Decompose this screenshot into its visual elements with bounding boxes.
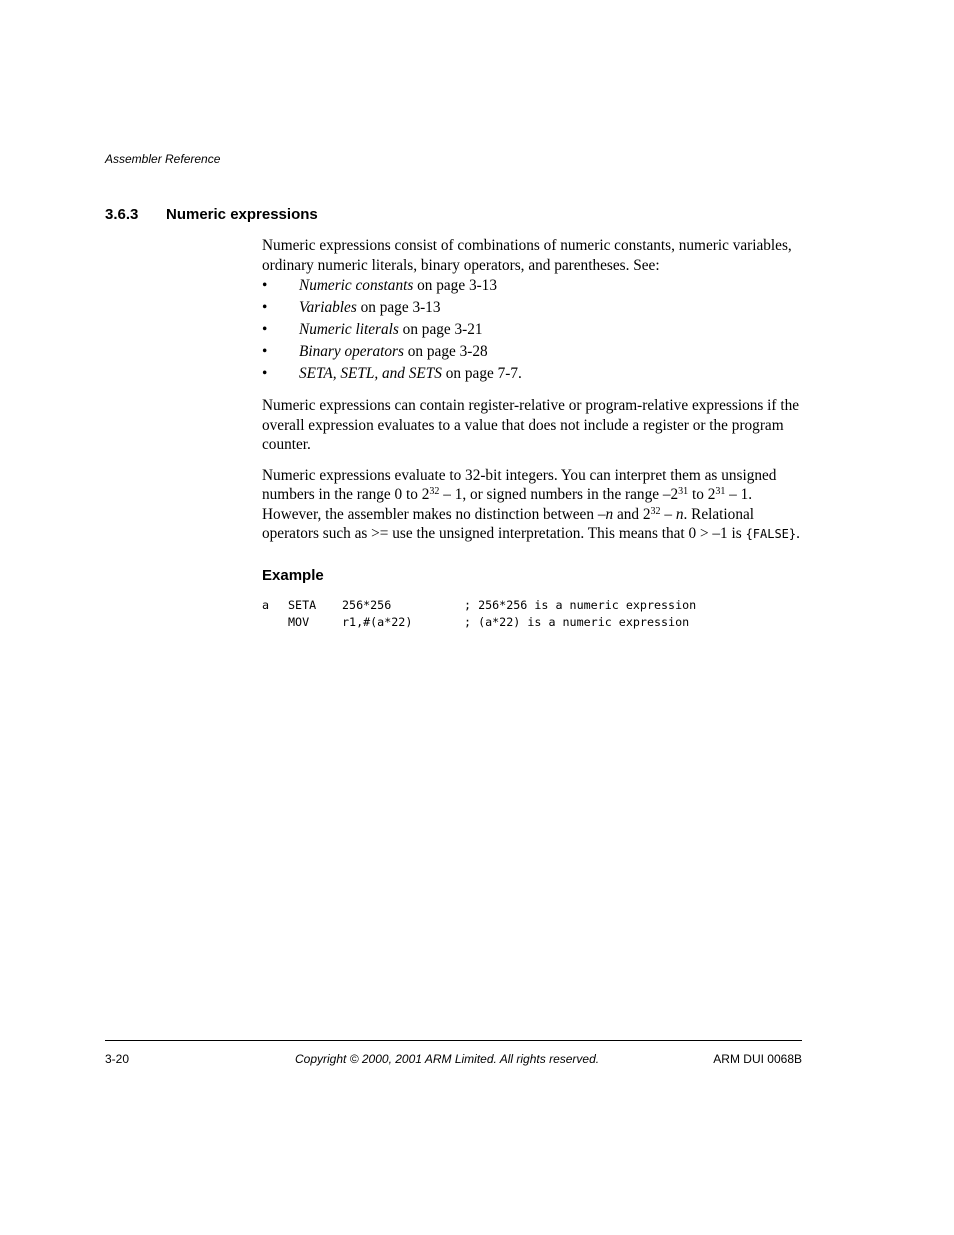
page-reference: on page 7-7.	[441, 365, 522, 382]
superscript: 31	[678, 486, 689, 497]
code-line	[262, 598, 697, 615]
italic-variable: n	[605, 505, 614, 523]
intro-paragraph: Numeric expressions consist of combinations of numeric constants, numeric variables, ordinary numeric literals, binary operators, and parentheses. See:	[262, 237, 792, 274]
document-id: ARM DUI 0068B	[713, 1052, 802, 1066]
cross-reference-link[interactable]: Variables	[299, 299, 357, 316]
code-comment: ; 256*256 is a numeric expression	[464, 598, 697, 612]
section-body	[262, 236, 807, 545]
code-label: a	[262, 598, 270, 612]
text-run: to 2	[688, 486, 716, 503]
cross-reference-link[interactable]: Binary operators	[299, 343, 404, 360]
superscript: 32	[650, 505, 661, 517]
list-item	[262, 341, 807, 363]
cross-reference-link[interactable]: SETA, SETL, and SETS	[299, 365, 442, 382]
text-run: and 2	[613, 505, 651, 523]
code-line	[262, 615, 690, 632]
code-directive: MOV	[288, 615, 310, 629]
copyright-notice: Copyright © 2000, 2001 ARM Limited. All rights reserved.	[295, 1052, 600, 1066]
see-also-list	[262, 275, 807, 385]
cross-reference-link[interactable]: Numeric constants	[299, 277, 414, 294]
list-item	[262, 363, 807, 385]
code-comment: ; (a*22) is a numeric expression	[464, 615, 690, 629]
bullet: •	[262, 343, 268, 360]
text-run: – 1. However, the assembler makes no distinction between –	[262, 486, 753, 523]
text-run: – 1, or signed numbers in the range –2	[439, 486, 679, 503]
text-run: . Relational operators such as >= use the unsigned interpretation. This means that 0 > –1 is	[262, 505, 755, 542]
example-heading: Example	[262, 567, 324, 584]
superscript: 32	[429, 486, 440, 497]
cross-reference-link[interactable]: Numeric literals	[299, 321, 399, 338]
list-item	[262, 275, 807, 297]
section-number: 3.6.3	[105, 206, 139, 223]
section-heading	[105, 206, 318, 223]
page-reference: on page 3-13	[356, 299, 441, 316]
code-operand: r1,#(a*22)	[342, 615, 413, 629]
page-number: 3-20	[105, 1052, 130, 1066]
list-item	[262, 319, 807, 341]
page-reference: on page 3-21	[398, 321, 483, 338]
code-example	[262, 598, 697, 632]
list-item	[262, 297, 807, 319]
text-run: .	[796, 525, 800, 542]
text-run: Numeric expressions evaluate to 32-bit integers. You can interpret them as unsigned numbers in the range 0 to 2	[262, 466, 777, 503]
footer-divider	[105, 1040, 802, 1041]
bullet: •	[262, 299, 268, 316]
relative-expressions-paragraph: Numeric expressions can contain register-relative or program-relative expressions if the overall expression evaluates to a value that does not include a register or the program counter.	[262, 397, 800, 453]
integer-range-paragraph	[262, 466, 807, 545]
section-title: Numeric expressions	[166, 206, 318, 223]
running-header: Assembler Reference	[105, 152, 221, 166]
page-reference: on page 3-13	[413, 277, 497, 294]
bullet: •	[262, 321, 268, 338]
text-run: –	[660, 505, 676, 523]
code-directive: SETA	[288, 598, 317, 612]
bullet: •	[262, 365, 268, 382]
page-reference: on page 3-28	[403, 343, 488, 360]
code-operand: 256*256	[342, 598, 392, 612]
inline-code: {FALSE}	[745, 527, 797, 541]
bullet: •	[262, 277, 268, 294]
italic-variable: n	[675, 505, 684, 523]
superscript: 31	[715, 486, 726, 497]
